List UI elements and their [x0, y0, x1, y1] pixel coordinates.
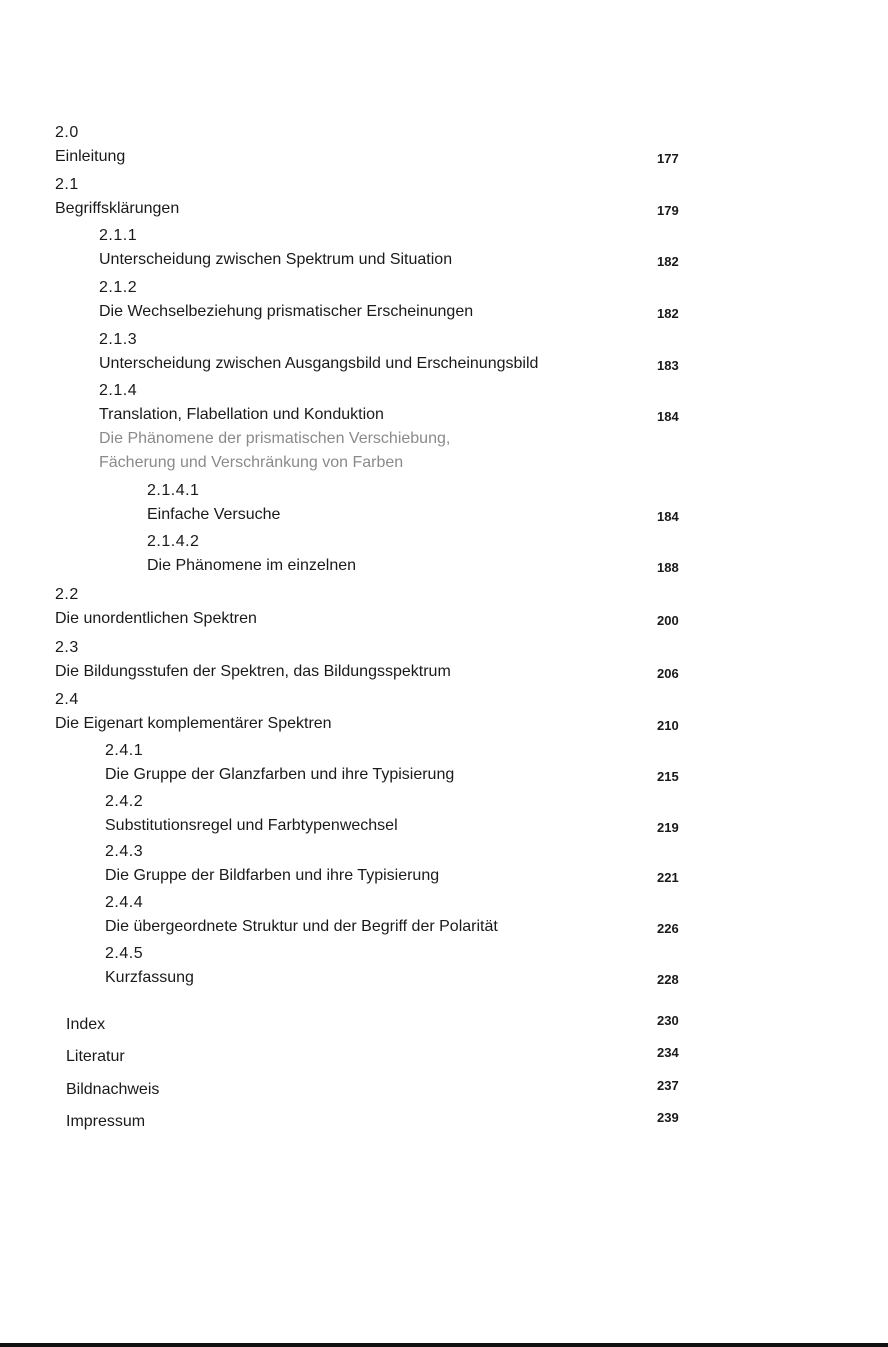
section-number: 2.4.1	[105, 742, 144, 759]
page-number: 183	[657, 358, 679, 373]
section-number: 2.4.2	[105, 793, 144, 810]
page-number: 219	[657, 820, 679, 835]
section-number: 2.0	[55, 124, 79, 141]
section-number: 2.4.5	[105, 945, 144, 962]
page-number: 182	[657, 306, 679, 321]
section-title: Die Wechselbeziehung prismatischer Erscheinungen	[99, 303, 474, 320]
section-number: 2.2	[55, 586, 79, 603]
section-title: Translation, Flabellation und Konduktion	[99, 406, 384, 423]
section-title: Die Bildungsstufen der Spektren, das Bildungsspektrum	[55, 663, 451, 680]
section-number: 2.1	[55, 176, 79, 193]
section-title: Die Eigenart komplementärer Spektren	[55, 715, 332, 732]
section-title: Unterscheidung zwischen Spektrum und Situation	[99, 251, 453, 268]
section-title: Die übergeordnete Struktur und der Begriff der Polarität	[105, 918, 498, 935]
page-number: 184	[657, 509, 679, 524]
section-number: 2.1.4.1	[147, 482, 200, 499]
back-matter-title: Impressum	[66, 1113, 146, 1130]
page-number: 237	[657, 1078, 679, 1093]
page-number: 230	[657, 1013, 679, 1028]
page-number: 228	[657, 972, 679, 987]
page-bottom-edge	[0, 1343, 888, 1347]
section-title: Die Phänomene im einzelnen	[147, 557, 357, 574]
section-number: 2.1.4.2	[147, 533, 200, 550]
page-number: 177	[657, 151, 679, 166]
section-number: 2.1.3	[99, 331, 138, 348]
section-title: Die unordentlichen Spektren	[55, 610, 257, 627]
back-matter-title: Literatur	[66, 1048, 125, 1065]
page-number: 184	[657, 409, 679, 424]
section-title: Substitutionsregel und Farbtypenwechsel	[105, 817, 398, 834]
back-matter-title: Bildnachweis	[66, 1081, 160, 1098]
section-title: Begriffsklärungen	[55, 200, 180, 217]
page-number: 179	[657, 203, 679, 218]
section-number: 2.4.4	[105, 894, 144, 911]
section-title: Einfache Versuche	[147, 506, 281, 523]
page-number: 188	[657, 560, 679, 575]
page-number: 215	[657, 769, 679, 784]
section-title: Die Gruppe der Bildfarben und ihre Typisierung	[105, 867, 440, 884]
page-number: 234	[657, 1045, 679, 1060]
section-number: 2.3	[55, 639, 79, 656]
section-subtitle: Fächerung und Verschränkung von Farben	[99, 454, 404, 471]
section-title: Kurzfassung	[105, 969, 194, 986]
section-number: 2.1.1	[99, 227, 138, 244]
section-title: Die Gruppe der Glanzfarben und ihre Typisierung	[105, 766, 455, 783]
section-title: Einleitung	[55, 148, 126, 165]
back-matter-title: Index	[66, 1016, 106, 1033]
page-number: 221	[657, 870, 679, 885]
page-number: 200	[657, 613, 679, 628]
section-number: 2.4	[55, 691, 79, 708]
page-number: 239	[657, 1110, 679, 1125]
section-number: 2.4.3	[105, 843, 144, 860]
page-number: 226	[657, 921, 679, 936]
section-number: 2.1.2	[99, 279, 138, 296]
section-subtitle: Die Phänomene der prismatischen Verschiebung,	[99, 430, 451, 447]
page-number: 182	[657, 254, 679, 269]
page-number: 210	[657, 718, 679, 733]
page-number: 206	[657, 666, 679, 681]
section-title: Unterscheidung zwischen Ausgangsbild und Erscheinungsbild	[99, 355, 539, 372]
section-number: 2.1.4	[99, 382, 138, 399]
